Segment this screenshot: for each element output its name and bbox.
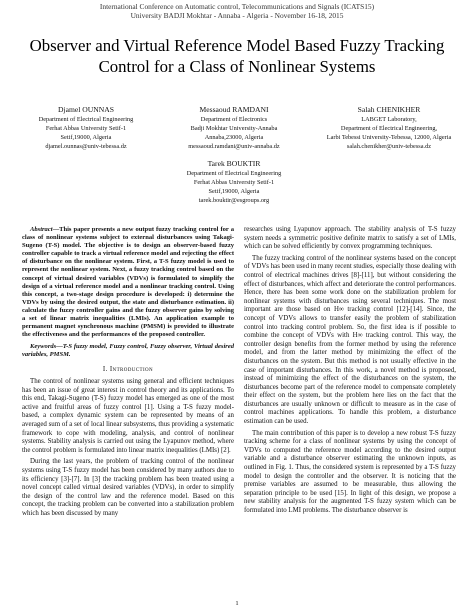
intro-paragraph-2: During the last years, the problem of tracking control of the nonlinear systems using T-S fuzzy model has been considered by many authors due to its efficiency [3]-[7]. In [3] the tracking problem has been treated using a novel concept called virtual desired variables (VDVs), in order to simplify the design of the control law and the reference model. Based on this concept, the tracking problem can be converted into a stabilization problem which has been discussed by many: [22, 458, 234, 517]
body-paragraph-1: researches using Lyapunov approach. The stability analysis of T-S fuzzy system needs a symmetric positive definite matrix to satisfy a set of LMIs, which can be solved efficiently by convex programming techniques.: [244, 226, 456, 251]
author-name: Messaoud RAMDANI: [199, 105, 269, 114]
author-affiliation-line: Badji Mokhtar University-Annaba: [190, 125, 278, 132]
author-affiliation-line: Setif,19000, Algeria: [208, 188, 260, 195]
author-name: Djamel OUNNAS: [58, 105, 114, 114]
keywords-text: —T-S fuzzy model, Fuzzy control, Fuzzy observer, Virtual desired variables, PMSM.: [22, 343, 234, 359]
author-name: Salah CHENIKHER: [357, 105, 421, 114]
author-affiliation-line: LABGET Laboratory,: [361, 116, 417, 123]
author-affiliation-line: Larbi Tebessi University-Tebessa, 12000, Algeria: [326, 134, 452, 141]
abstract-text: —This paper presents a new output fuzzy tracking control for a class of nonlinear systems subject to external disturbances using Takagi-Sugeno (T-S) model. The objective is to design an observer-based fuzzy controller capable to track a virtual reference model and rejecting the effect of disturbance on the nonlinear system. First, a T-S fuzzy model is used to represent the nonlinear system. Next, a fuzzy tracking control based on the concept of virtual desired variables (VDVs) is formulated to simplify the design of a virtual reference model and a nonlinear tracking control. Using this concept, a two-stage design procedure is developed: i) determine the VDVs by using the desired output, the state and disturbance estimation. ii) calculate the fuzzy controller gains and the fuzzy observer gains by solving a set of linear matrix inequalities (LMIs). An application example to permanent magnet synchronous machine (PMSM) is provided to illustrate the effectiveness and the performances of the proposed controller.: [22, 226, 234, 339]
author-email: messaoud.ramdani@univ-annaba.dz: [188, 143, 280, 150]
author-affiliation-line: Annaba,23000, Algeria: [204, 134, 264, 141]
body-paragraph-2: The fuzzy tracking control of the nonlinear systems based on the concept of VDVs has been used in many recent studies, especially those dealing with control of electrical machines drives [8]-[11], but without considering the effect of disturbances, which affect and deteriorate the control performances. Hence, there has been some work done on the stabilization problem for nonlinear systems with disturbances using several techniques. The most important are those based on H∞ tracking control [12]-[14]. Since, the concept of VDVs allows to transfer easily the problem of stabilization control into tracking control problem. So, the first idea is if possible to combine the concept of VDVs with H∞ tracking control. This way, the controller design benefits from the former method by using the reference model, and from the latter method by minimizing the effect of the disturbances on the system. But this method is not usually effective in the case of important disturbances. In this work, a novel method is proposed, instead of minimizing the effect of the disturbances on the system, the disturbances become part of the reference model to compensate completely their effect on the system, but the problem here lies on the fact that the disturbances are usually unknown or difficult to measure as in the case of control machines applications. To handle this problem, a disturbance estimation can be used.: [244, 254, 456, 426]
author-affiliation-line: Department of Electronics: [200, 116, 268, 123]
author-block-3: [304, 104, 474, 151]
author-block-2: [164, 104, 304, 151]
conference-header-line1: International Conference on Automatic control, Telecommunications and Signals (ICATS15): [99, 2, 375, 11]
author-block-1: [16, 104, 156, 151]
author-affiliation-line: Ferhat Abbas University Setif-1: [45, 125, 127, 132]
author-email: djamel.ounnas@univ-tebessa.dz: [45, 143, 127, 150]
keywords: [22, 343, 234, 359]
body-paragraph-3: The main contribution of this paper is to develop a new robust T-S fuzzy tracking scheme for a class of nonlinear systems by using the concept of VDVs to computed the reference model according to the desired output variable and a disturbance observer estimating the unknown inputs, as outlined in Fig. 1. Thus, the considered system is represented by a T-S fuzzy model to design the controller and the observer. It is noticing that the premise variables are assumed to be measurable, thus allowing the separation principle to be used [15]. In light of this design, we propose a new stability analysis for the augmented T-S fuzzy system which can be formulated into LMI problems. The disturbance observer is: [244, 429, 456, 514]
right-column: [244, 226, 456, 613]
abstract-lead: Abstract: [30, 226, 53, 233]
author-affiliation-line: Department of Electrical Engineering: [186, 170, 282, 177]
author-email: salah.chenikher@univ-tebessa.dz: [346, 143, 432, 150]
author-affiliation-line: Department of Electrical Engineering,: [340, 125, 438, 132]
conference-header-line2: University BADJI Mokhtar - Annaba - Algeria - November 16-18, 2015: [130, 11, 344, 20]
paper-title: Observer and Virtual Reference Model Based Fuzzy Tracking Control for a Class of Nonlinear Systems: [29, 36, 445, 76]
author-block-4: [164, 158, 304, 205]
left-column: [22, 226, 234, 613]
abstract: [22, 226, 234, 339]
author-name: Tarek BOUKTIR: [207, 159, 261, 168]
keywords-lead: Keywords: [30, 343, 57, 351]
author-affiliation-line: Setif,19000, Algeria: [60, 134, 112, 141]
author-affiliation-line: Department of Electrical Engineering: [38, 116, 134, 123]
author-affiliation-line: Ferhat Abbas University Setif-1: [193, 179, 275, 186]
section-heading-introduction: I. Introduction: [102, 365, 154, 373]
author-email: tarek.bouktir@esgroups.org: [198, 197, 270, 204]
page-number: 1: [235, 600, 239, 607]
intro-paragraph-1: The control of nonlinear systems using general and efficient techniques has been an issue of great interest in control theory and its applications. To this end, Takagi-Sugeno (T-S) fuzzy model has emerged as one of the most active and fruitful areas of fuzzy control [1]. Using a T-S fuzzy model-based, a complex dynamic system can be represented by means of an averaged sum of a set of local linear subsystems, thus providing a systematic framework to cope with modeling, analysis, and control of nonlinear systems. Stability analysis is carried out using the Lyapunov method, where the control problem is formulated into linear matrix inequalities (LMIs) [2].: [22, 378, 234, 454]
